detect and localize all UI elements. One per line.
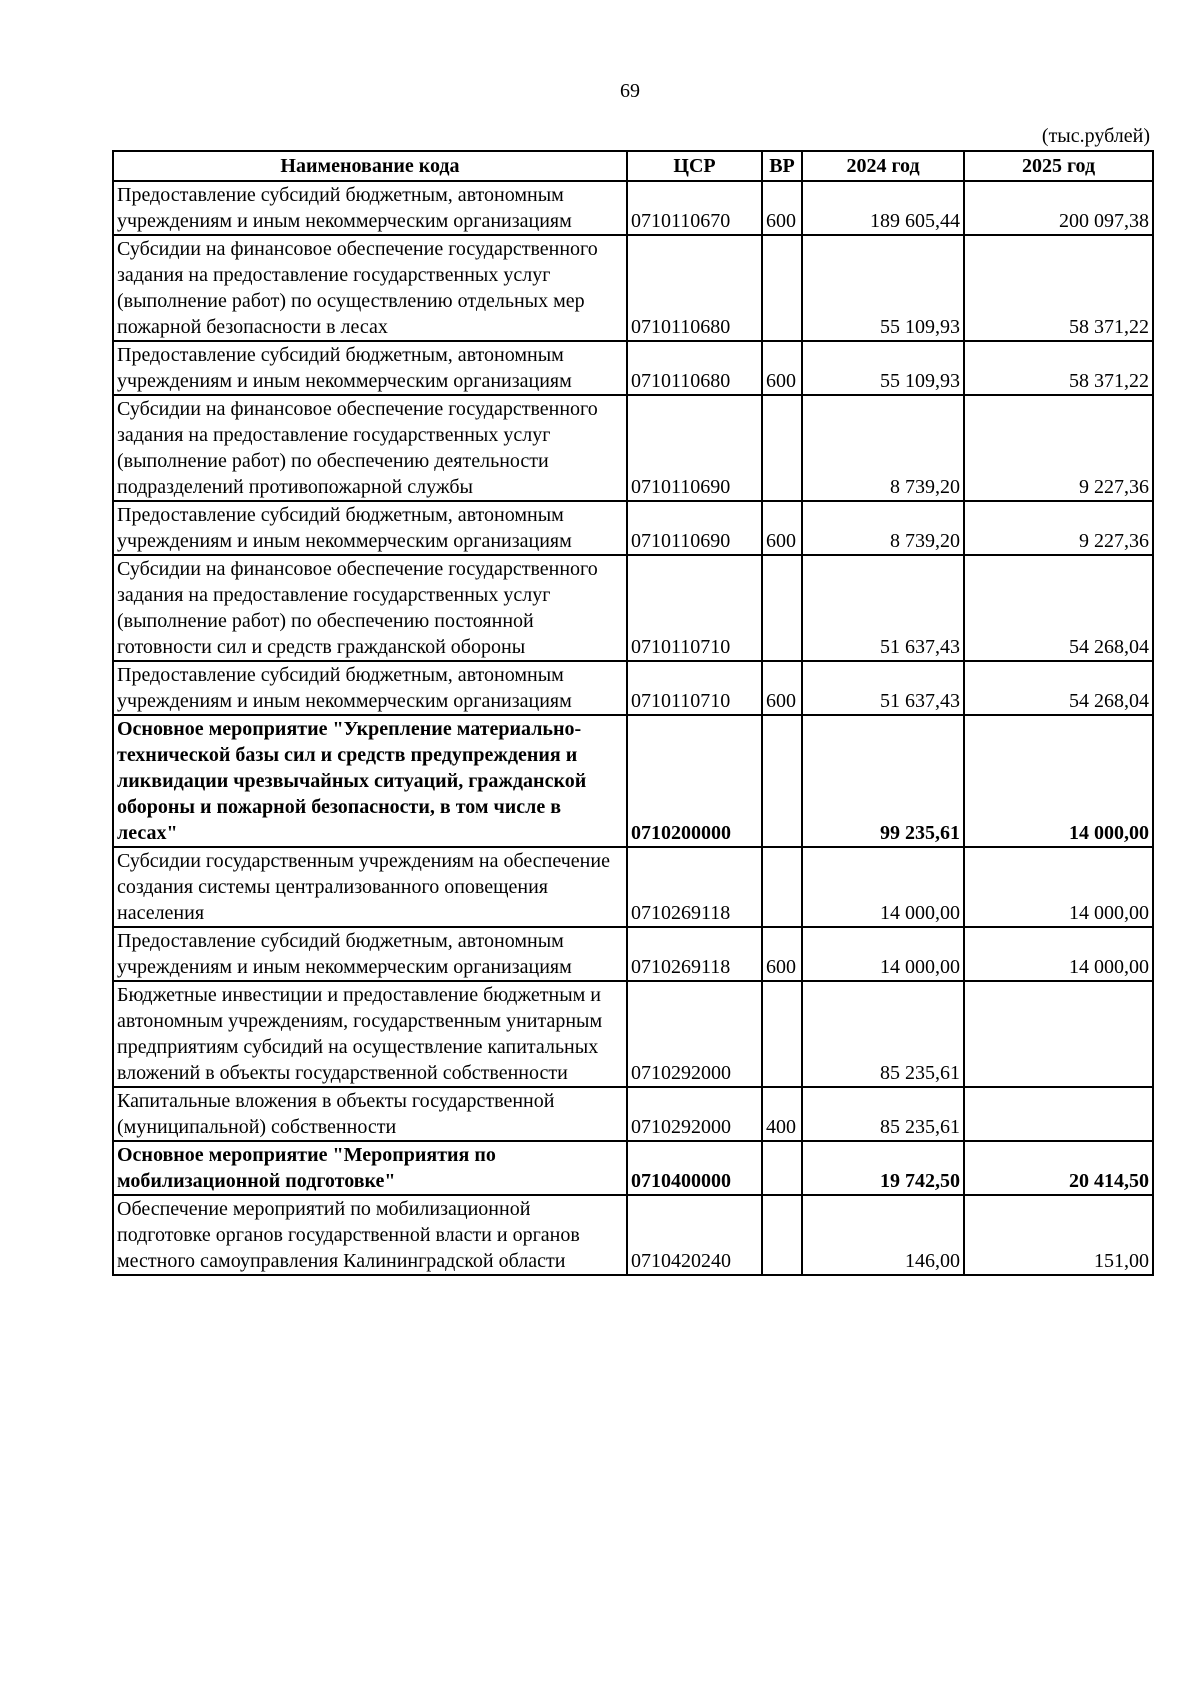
row-vr-cell <box>762 847 802 927</box>
row-2025-cell: 54 268,04 <box>964 555 1153 661</box>
row-2025-cell: 9 227,36 <box>964 395 1153 501</box>
row-csr-cell: 0710269118 <box>627 927 762 981</box>
table-row <box>113 1141 1153 1195</box>
table-body <box>113 181 1153 1275</box>
table-row <box>113 501 1153 555</box>
row-vr-cell <box>762 235 802 341</box>
row-2024-cell: 51 637,43 <box>802 661 964 715</box>
row-vr-cell <box>762 1195 802 1275</box>
row-name-cell: Предоставление субсидий бюджетным, автономным учреждениям и иным некоммерческим организациям <box>113 341 627 395</box>
table-row <box>113 1087 1153 1141</box>
row-2024-cell: 85 235,61 <box>802 981 964 1087</box>
row-name-cell: Обеспечение мероприятий по мобилизационной подготовке органов государственной власти и органов местного самоуправления Калининградской области <box>113 1195 627 1275</box>
row-vr-cell <box>762 395 802 501</box>
row-name-cell: Предоставление субсидий бюджетным, автономным учреждениям и иным некоммерческим организациям <box>113 501 627 555</box>
row-csr-cell: 0710400000 <box>627 1141 762 1195</box>
row-2024-cell: 146,00 <box>802 1195 964 1275</box>
row-csr-cell: 0710420240 <box>627 1195 762 1275</box>
header-vr: ВР <box>762 151 802 181</box>
row-csr-cell: 0710110710 <box>627 661 762 715</box>
row-2025-cell: 9 227,36 <box>964 501 1153 555</box>
row-name-cell: Субсидии на финансовое обеспечение государственного задания на предоставление государственных услуг (выполнение работ) по обеспечению деятельности подразделений противопожарной службы <box>113 395 627 501</box>
row-vr-cell: 600 <box>762 501 802 555</box>
row-2025-cell <box>964 1087 1153 1141</box>
header-2025: 2025 год <box>964 151 1153 181</box>
row-vr-cell <box>762 981 802 1087</box>
row-2025-cell: 14 000,00 <box>964 715 1153 847</box>
row-name-cell: Предоставление субсидий бюджетным, автономным учреждениям и иным некоммерческим организациям <box>113 181 627 235</box>
row-2024-cell: 55 109,93 <box>802 341 964 395</box>
row-csr-cell: 0710110690 <box>627 395 762 501</box>
table-row <box>113 555 1153 661</box>
table-row <box>113 927 1153 981</box>
row-2024-cell: 51 637,43 <box>802 555 964 661</box>
row-2025-cell: 54 268,04 <box>964 661 1153 715</box>
row-csr-cell: 0710110680 <box>627 235 762 341</box>
header-name: Наименование кода <box>113 151 627 181</box>
row-vr-cell: 400 <box>762 1087 802 1141</box>
table-row <box>113 341 1153 395</box>
row-vr-cell: 600 <box>762 927 802 981</box>
row-csr-cell: 0710110670 <box>627 181 762 235</box>
row-name-cell: Основное мероприятие "Мероприятия по мобилизационной подготовке" <box>113 1141 627 1195</box>
row-2025-cell: 151,00 <box>964 1195 1153 1275</box>
row-2025-cell: 200 097,38 <box>964 181 1153 235</box>
header-2024: 2024 год <box>802 151 964 181</box>
row-2025-cell: 58 371,22 <box>964 235 1153 341</box>
row-name-cell: Предоставление субсидий бюджетным, автономным учреждениям и иным некоммерческим организациям <box>113 661 627 715</box>
row-name-cell: Субсидии на финансовое обеспечение государственного задания на предоставление государственных услуг (выполнение работ) по осуществлению отдельных мер пожарной безопасности в лесах <box>113 235 627 341</box>
page-number: 69 <box>620 80 640 102</box>
units-label: (тыс.рублей) <box>1041 125 1150 147</box>
row-2025-cell <box>964 981 1153 1087</box>
row-2025-cell: 58 371,22 <box>964 341 1153 395</box>
row-name-cell: Субсидии на финансовое обеспечение государственного задания на предоставление государственных услуг (выполнение работ) по обеспечению постоянной готовности сил и средств гражданской обороны <box>113 555 627 661</box>
row-2024-cell: 99 235,61 <box>802 715 964 847</box>
budget-table <box>112 150 1154 1276</box>
table-row <box>113 235 1153 341</box>
row-vr-cell <box>762 715 802 847</box>
table-row <box>113 181 1153 235</box>
table-row <box>113 981 1153 1087</box>
table-row <box>113 661 1153 715</box>
row-2024-cell: 14 000,00 <box>802 847 964 927</box>
row-name-cell: Основное мероприятие "Укрепление материально-технической базы сил и средств предупреждения и ликвидации чрезвычайных ситуаций, гражданской обороны и пожарной безопасности, в том числе в лесах" <box>113 715 627 847</box>
row-2024-cell: 19 742,50 <box>802 1141 964 1195</box>
row-2025-cell: 20 414,50 <box>964 1141 1153 1195</box>
row-2025-cell: 14 000,00 <box>964 927 1153 981</box>
table-header-row <box>113 151 1153 181</box>
row-name-cell: Предоставление субсидий бюджетным, автономным учреждениям и иным некоммерческим организациям <box>113 927 627 981</box>
row-csr-cell: 0710110690 <box>627 501 762 555</box>
row-2024-cell: 55 109,93 <box>802 235 964 341</box>
row-csr-cell: 0710292000 <box>627 1087 762 1141</box>
row-2024-cell: 189 605,44 <box>802 181 964 235</box>
table-row <box>113 395 1153 501</box>
row-vr-cell: 600 <box>762 661 802 715</box>
header-csr: ЦСР <box>627 151 762 181</box>
row-csr-cell: 0710200000 <box>627 715 762 847</box>
row-vr-cell <box>762 1141 802 1195</box>
row-2025-cell: 14 000,00 <box>964 847 1153 927</box>
row-csr-cell: 0710110680 <box>627 341 762 395</box>
row-2024-cell: 14 000,00 <box>802 927 964 981</box>
row-vr-cell <box>762 555 802 661</box>
row-2024-cell: 8 739,20 <box>802 395 964 501</box>
row-vr-cell: 600 <box>762 341 802 395</box>
row-2024-cell: 8 739,20 <box>802 501 964 555</box>
row-csr-cell: 0710292000 <box>627 981 762 1087</box>
row-name-cell: Бюджетные инвестиции и предоставление бюджетным и автономным учреждениям, государственным унитарным предприятиям субсидий на осуществление капитальных вложений в объекты государственной собственности <box>113 981 627 1087</box>
row-csr-cell: 0710269118 <box>627 847 762 927</box>
row-2024-cell: 85 235,61 <box>802 1087 964 1141</box>
row-name-cell: Субсидии государственным учреждениям на обеспечение создания системы централизованного оповещения населения <box>113 847 627 927</box>
table-row <box>113 715 1153 847</box>
table-row <box>113 847 1153 927</box>
table-row <box>113 1195 1153 1275</box>
row-csr-cell: 0710110710 <box>627 555 762 661</box>
row-name-cell: Капитальные вложения в объекты государственной (муниципальной) собственности <box>113 1087 627 1141</box>
row-vr-cell: 600 <box>762 181 802 235</box>
